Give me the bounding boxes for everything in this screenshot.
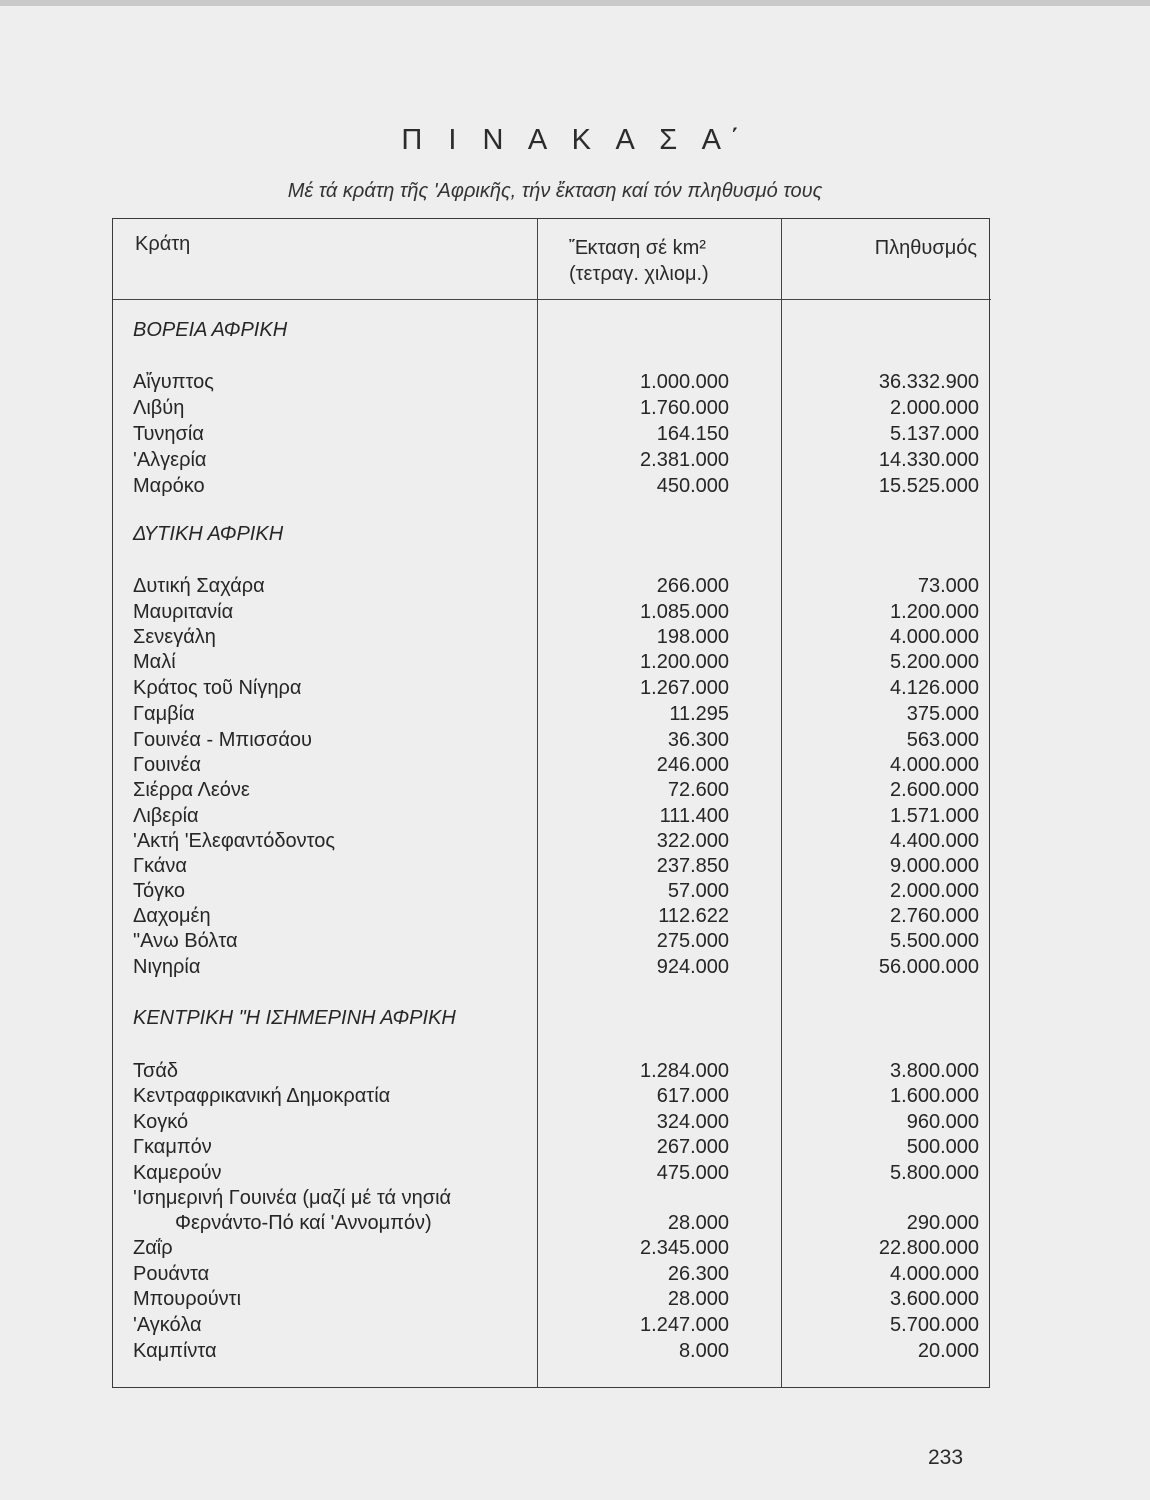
- area-value: 266.000: [656, 575, 729, 597]
- table-row: [113, 1210, 991, 1236]
- table-row: [113, 1286, 991, 1312]
- population-value: 15.525.000: [878, 475, 979, 497]
- area-value: 111.400: [659, 805, 729, 827]
- table-row: [113, 649, 991, 675]
- population-value: 4.000.000: [890, 1263, 979, 1285]
- population-value: 3.600.000: [890, 1288, 979, 1310]
- state-name: "Ανω Βόλτα: [133, 930, 238, 952]
- population-value: 4.000.000: [890, 754, 979, 776]
- table-row: [113, 1058, 991, 1084]
- population-value: 1.200.000: [890, 601, 979, 623]
- population-value: 2.000.000: [890, 880, 979, 902]
- population-value: 3.800.000: [890, 1060, 979, 1082]
- table-row: [113, 473, 991, 499]
- table-row: [113, 777, 991, 803]
- table-row: [113, 727, 991, 753]
- area-value: 11.295: [669, 703, 729, 725]
- table-row: [113, 369, 991, 395]
- table-row: [113, 675, 991, 701]
- population-value: 375.000: [906, 703, 979, 725]
- area-value: 198.000: [656, 626, 729, 648]
- state-name: Ρουάντα: [133, 1263, 210, 1285]
- header-divider: [113, 299, 991, 300]
- area-value: 2.345.000: [640, 1237, 729, 1259]
- area-value: 8.000: [678, 1340, 729, 1362]
- population-value: 5.137.000: [890, 423, 979, 445]
- state-name: Κογκό: [133, 1111, 189, 1133]
- population-value: 1.571.000: [890, 805, 979, 827]
- area-value: 924.000: [656, 956, 729, 978]
- area-value: 267.000: [656, 1136, 729, 1158]
- area-value: 57.000: [667, 880, 729, 902]
- area-value: 36.300: [667, 729, 729, 751]
- area-value: 450.000: [656, 475, 729, 497]
- area-value: 324.000: [656, 1111, 729, 1133]
- state-name: Μαλί: [133, 651, 176, 673]
- table-row: [113, 752, 991, 778]
- population-value: 5.700.000: [890, 1314, 979, 1336]
- state-name: Δαχομέη: [133, 905, 211, 927]
- table-row: [113, 1185, 991, 1211]
- area-value: 475.000: [656, 1162, 729, 1184]
- page-number: 233: [928, 1446, 964, 1469]
- state-name: Γουινέα: [133, 754, 201, 776]
- area-value: 237.850: [656, 855, 729, 877]
- table-row: [113, 395, 991, 421]
- scan-top-edge: [0, 0, 1150, 6]
- table-row: [113, 878, 991, 904]
- table-row: [113, 1312, 991, 1338]
- population-value: 5.200.000: [890, 651, 979, 673]
- state-name: Λιβύη: [133, 397, 185, 419]
- area-value: 617.000: [656, 1085, 729, 1107]
- table-row: [113, 421, 991, 447]
- population-value: 4.000.000: [890, 626, 979, 648]
- table-row: [113, 1083, 991, 1109]
- population-value: 4.126.000: [890, 677, 979, 699]
- state-name: Γαμβία: [133, 703, 195, 725]
- state-name: Δυτική Σαχάρα: [133, 575, 265, 597]
- population-value: 960.000: [906, 1111, 979, 1133]
- state-name: Τσάδ: [133, 1060, 179, 1082]
- state-name: Γκαμπόν: [133, 1136, 212, 1158]
- state-name: Ζαΐρ: [133, 1237, 173, 1259]
- state-name: Κεντραφρικανική Δημοκρατία: [133, 1085, 391, 1107]
- area-value: 246.000: [656, 754, 729, 776]
- table-row: [113, 599, 991, 625]
- population-value: 36.332.900: [878, 371, 979, 393]
- area-value: 275.000: [656, 930, 729, 952]
- population-value: 73.000: [917, 575, 979, 597]
- population-value: 2.000.000: [890, 397, 979, 419]
- header-area-line2: (τετραγ. χιλιομ.): [569, 263, 709, 285]
- region-heading: ΔΥΤΙΚΗ ΑΦΡΙΚΗ: [133, 523, 284, 545]
- area-value: 26.300: [667, 1263, 729, 1285]
- state-name: 'Αλγερία: [133, 449, 207, 471]
- state-name: 'Ισημερινή Γουινέα (μαζί μέ τά νησιά: [133, 1187, 452, 1209]
- table-row: [113, 573, 991, 599]
- state-name: 'Αγκόλα: [133, 1314, 202, 1336]
- population-value: 2.600.000: [890, 779, 979, 801]
- table-row: [113, 1235, 991, 1261]
- area-value: 322.000: [656, 830, 729, 852]
- table-row: [113, 447, 991, 473]
- state-name: Σενεγάλη: [133, 626, 216, 648]
- area-value: 1.200.000: [640, 651, 729, 673]
- state-name: Μπουρούντι: [133, 1288, 242, 1310]
- table-row: [113, 1338, 991, 1364]
- population-value: 5.500.000: [890, 930, 979, 952]
- table-row: [113, 1134, 991, 1160]
- population-value: 1.600.000: [890, 1085, 979, 1107]
- header-area: [569, 235, 709, 287]
- population-value: 9.000.000: [890, 855, 979, 877]
- header-population: Πληθυσμός: [874, 237, 977, 259]
- region-heading: ΚΕΝΤΡΙΚΗ "Η ΙΣΗΜΕΡΙΝΗ ΑΦΡΙΚΗ: [133, 1007, 456, 1029]
- table-row: [113, 853, 991, 879]
- table-row: [113, 803, 991, 829]
- state-name: Μαυριτανία: [133, 601, 234, 623]
- table-row: [113, 1109, 991, 1135]
- area-value: 2.381.000: [640, 449, 729, 471]
- region-heading: ΒΟΡΕΙΑ ΑΦΡΙΚΗ: [133, 319, 288, 341]
- table-row: [113, 828, 991, 854]
- table-row: [113, 701, 991, 727]
- state-name: Αἴγυπτος: [133, 371, 214, 393]
- area-value: 28.000: [667, 1288, 729, 1310]
- area-value: 112.622: [658, 905, 729, 927]
- area-value: 1.267.000: [640, 677, 729, 699]
- population-value: 4.400.000: [890, 830, 979, 852]
- table-row: [113, 954, 991, 980]
- table-row: [113, 903, 991, 929]
- area-value: 1.000.000: [640, 371, 729, 393]
- population-value: 500.000: [906, 1136, 979, 1158]
- page-subtitle: Μέ τά κράτη τῆς 'Αφρικῆς, τήν ἔκταση καί τόν πληθυσμό τους: [287, 180, 823, 202]
- area-value: 164.150: [656, 423, 729, 445]
- state-name: 'Ακτή 'Ελεφαντόδοντος: [133, 830, 336, 852]
- state-name: Γουινέα - Μπισσάου: [133, 729, 312, 751]
- area-value: 1.760.000: [640, 397, 729, 419]
- state-name: Καμερούν: [133, 1162, 222, 1184]
- header-states: Κράτη: [135, 233, 191, 255]
- state-name: Νιγηρία: [133, 956, 201, 978]
- state-name: Τόγκο: [133, 880, 186, 902]
- table-row: [113, 928, 991, 954]
- area-value: 28.000: [667, 1212, 729, 1234]
- state-name: Μαρόκο: [133, 475, 205, 497]
- population-value: 5.800.000: [890, 1162, 979, 1184]
- state-name: Γκάνα: [133, 855, 187, 877]
- table-row: [113, 1261, 991, 1287]
- state-name: Τυνησία: [133, 423, 204, 445]
- header-area-line1: Ἔκταση σέ km²: [569, 237, 706, 259]
- area-value: 72.600: [667, 779, 729, 801]
- state-name: Κράτος τοῦ Νίγηρα: [133, 677, 302, 699]
- table-row: [113, 624, 991, 650]
- population-value: 22.800.000: [878, 1237, 979, 1259]
- page-title: Π Ι Ν Α Κ Α Σ Α΄: [401, 124, 749, 156]
- state-name: Σιέρρα Λεόνε: [133, 779, 250, 801]
- population-value: 563.000: [906, 729, 979, 751]
- population-value: 2.760.000: [890, 905, 979, 927]
- state-name: Καμπίντα: [133, 1340, 217, 1362]
- africa-states-table: [112, 218, 990, 1388]
- population-value: 20.000: [917, 1340, 979, 1362]
- area-value: 1.284.000: [640, 1060, 729, 1082]
- population-value: 56.000.000: [878, 956, 979, 978]
- state-name: Φερνάντο-Πό καί 'Αννομπόν): [175, 1212, 432, 1234]
- population-value: 14.330.000: [878, 449, 979, 471]
- table-row: [113, 1160, 991, 1186]
- population-value: 290.000: [906, 1212, 979, 1234]
- area-value: 1.247.000: [640, 1314, 729, 1336]
- area-value: 1.085.000: [640, 601, 729, 623]
- state-name: Λιβερία: [133, 805, 199, 827]
